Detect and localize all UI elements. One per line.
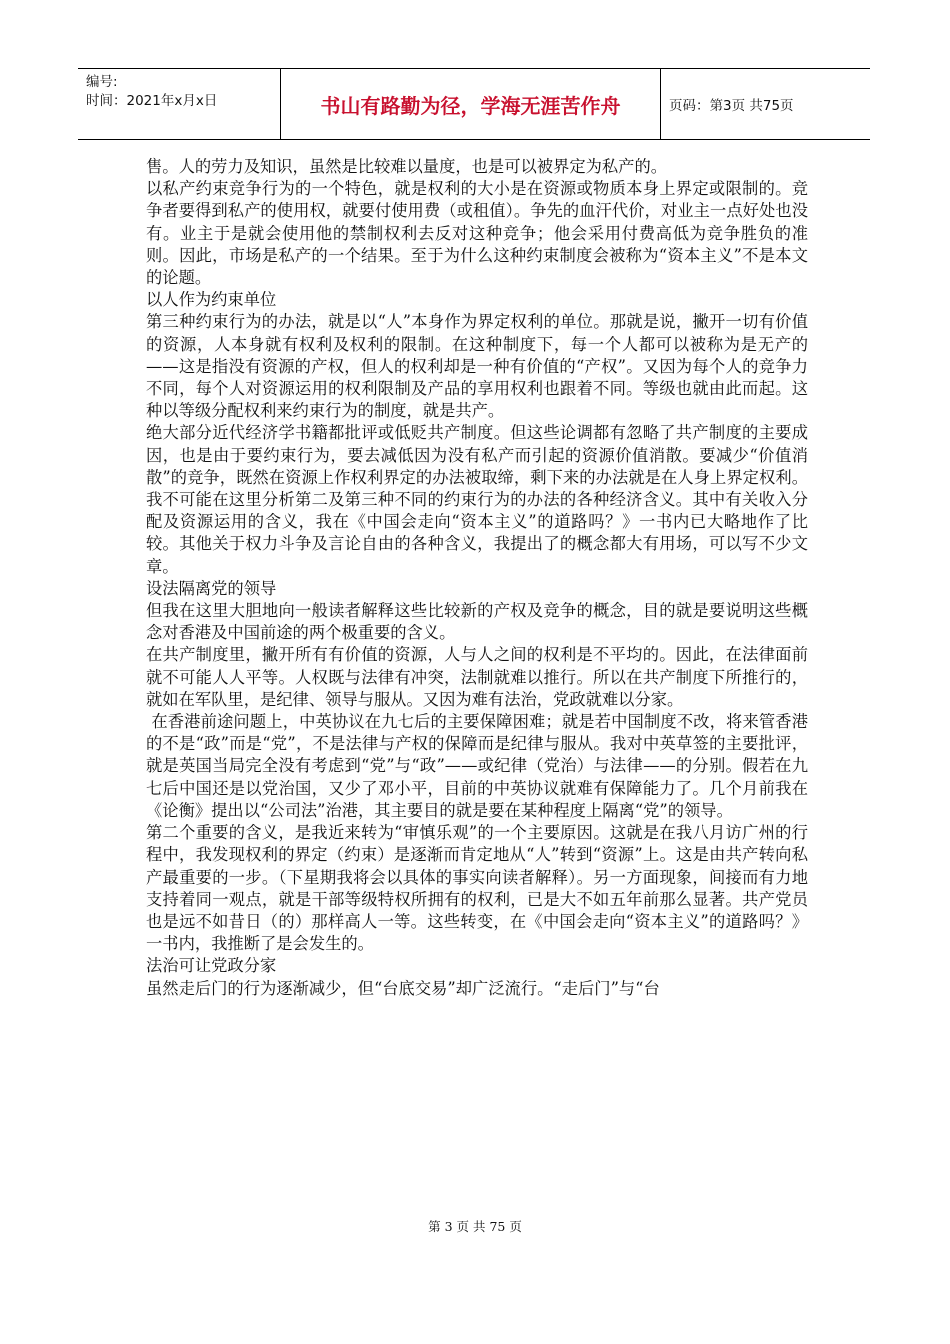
body-text (146, 156, 808, 1000)
paragraph: 虽然走后门的行为逐渐减少，但“台底交易”却广泛流行。“走后门”与“台 (146, 978, 660, 998)
paragraph: 但我在这里大胆地向一般读者解释这些比较新的产权及竞争的概念，目的就是要说明这些概念对香港及中国前途的两个极重要的含义。 (146, 601, 808, 643)
page-footer: 第 3 页 共 75 页 (428, 1219, 522, 1234)
header-motto: 书山有路勤为径，学海无涯苦作舟 (281, 69, 661, 139)
paragraph: 以私产约束竞争行为的一个特色，就是权利的大小是在资源或物质本身上界定或限制的。竞争者要得到私产的使用权，就要付使用费（或租值）。争先的血汗代价，对业主一点好处也没有。业主于是就会使用他的禁制权利去反对这种竞争；他会采用付费高低为竞争胜负的准则。因此，市场是私产的一个结果。至于为什么这种约束制度会被称为“资本主义”不是本文的论题。 (146, 179, 808, 288)
section-heading: 法治可让党政分家 (146, 956, 277, 976)
paragraph: 第三种约束行为的办法，就是以“人”本身作为界定权利的单位。那就是说，撇开一切有价值的资源，人本身就有权利及权利的限制。在这种制度下，每一个人都可以被称为是无产的——这是指没有资源的产权，但人的权利却是一种有价值的“产权”。又因为每个人的竞争力不同，每个人对资源运用的权利限制及产品的享用权利也跟着不同。等级也就由此而起。这种以等级分配权利来约束行为的制度，就是共产。 (146, 312, 808, 421)
paragraph: 售。人的劳力及知识，虽然是比较难以量度，也是可以被界定为私产的。 (146, 157, 668, 176)
header-page-info: 页码：第3页 共75页 (669, 98, 794, 114)
section-heading: 设法隔离党的领导 (146, 578, 277, 598)
paragraph: 在香港前途问题上，中英协议在九七后的主要保障困难；就是若中国制度不改，将来管香港的不是“政”而是“党”，不是法律与产权的保障而是纪律与服从。我对中英草签的主要批评，就是英国当局完全没有考虑到“党”与“政”——或纪律（党治）与法律——的分别。假若在九七后中国还是以党治国，又少了邓小平，目前的中英协议就难有保障能力了。几个月前我在《论衡》提出以“公司法”治港，其主要目的就是要在某种程度上隔离“党”的领导。 (146, 712, 808, 820)
paragraph: 第二个重要的含义，是我近来转为“审慎乐观”的一个主要原因。这就是在我八月访广州的行程中，我发现权利的界定（约束）是逐渐而肯定地从“人”转到“资源”上。这是由共产转向私产最重要的一步。（下星期我将会以具体的事实向读者解释）。另一方面现象，间接而有力地支持着同一观点，就是干部等级特权所拥有的权利，已是大不如五年前那么显著。共产党员也是远不如昔日（的）那样高人一等。这些转变，在《中国会走向“资本主义”的道路吗？》一书内，我推断了是会发生的。 (146, 823, 808, 954)
section-heading: 以人作为约束单位 (146, 290, 277, 310)
number-label: 编号: (86, 74, 118, 90)
paragraph: 绝大部分近代经济学书籍都批评或低贬共产制度。但这些论调都有忽略了共产制度的主要成因，也是由于要约束行为，要去减低因为没有私产而引起的资源价值消散。要减少“价值消散”的竞争，既然在资源上作权利界定的办法被取缔，剩下来的办法就是在人身上界定权利。我不可能在这里分析第二及第三种不同的约束行为的办法的各种经济含义。其中有关收入分配及资源运用的含义，我在《中国会走向“资本主义”的道路吗？》一书内已大略地作了比较。其他关于权力斗争及言论自由的各种含义，我提出了的概念都大有用场，可以写不少文章。 (146, 423, 808, 576)
paragraph: 在共产制度里，撇开所有有价值的资源，人与人之间的权利是不平均的。因此，在法律面前就不可能人人平等。人权既与法律有冲突，法制就难以推行。所以在共产制度下所推行的，就如在军队里，是纪律、领导与服从。又因为难有法治，党政就难以分家。 (146, 645, 808, 709)
page-header (78, 68, 870, 140)
time-label: 时间：2021年x月x日 (86, 93, 218, 109)
header-meta (78, 69, 281, 139)
